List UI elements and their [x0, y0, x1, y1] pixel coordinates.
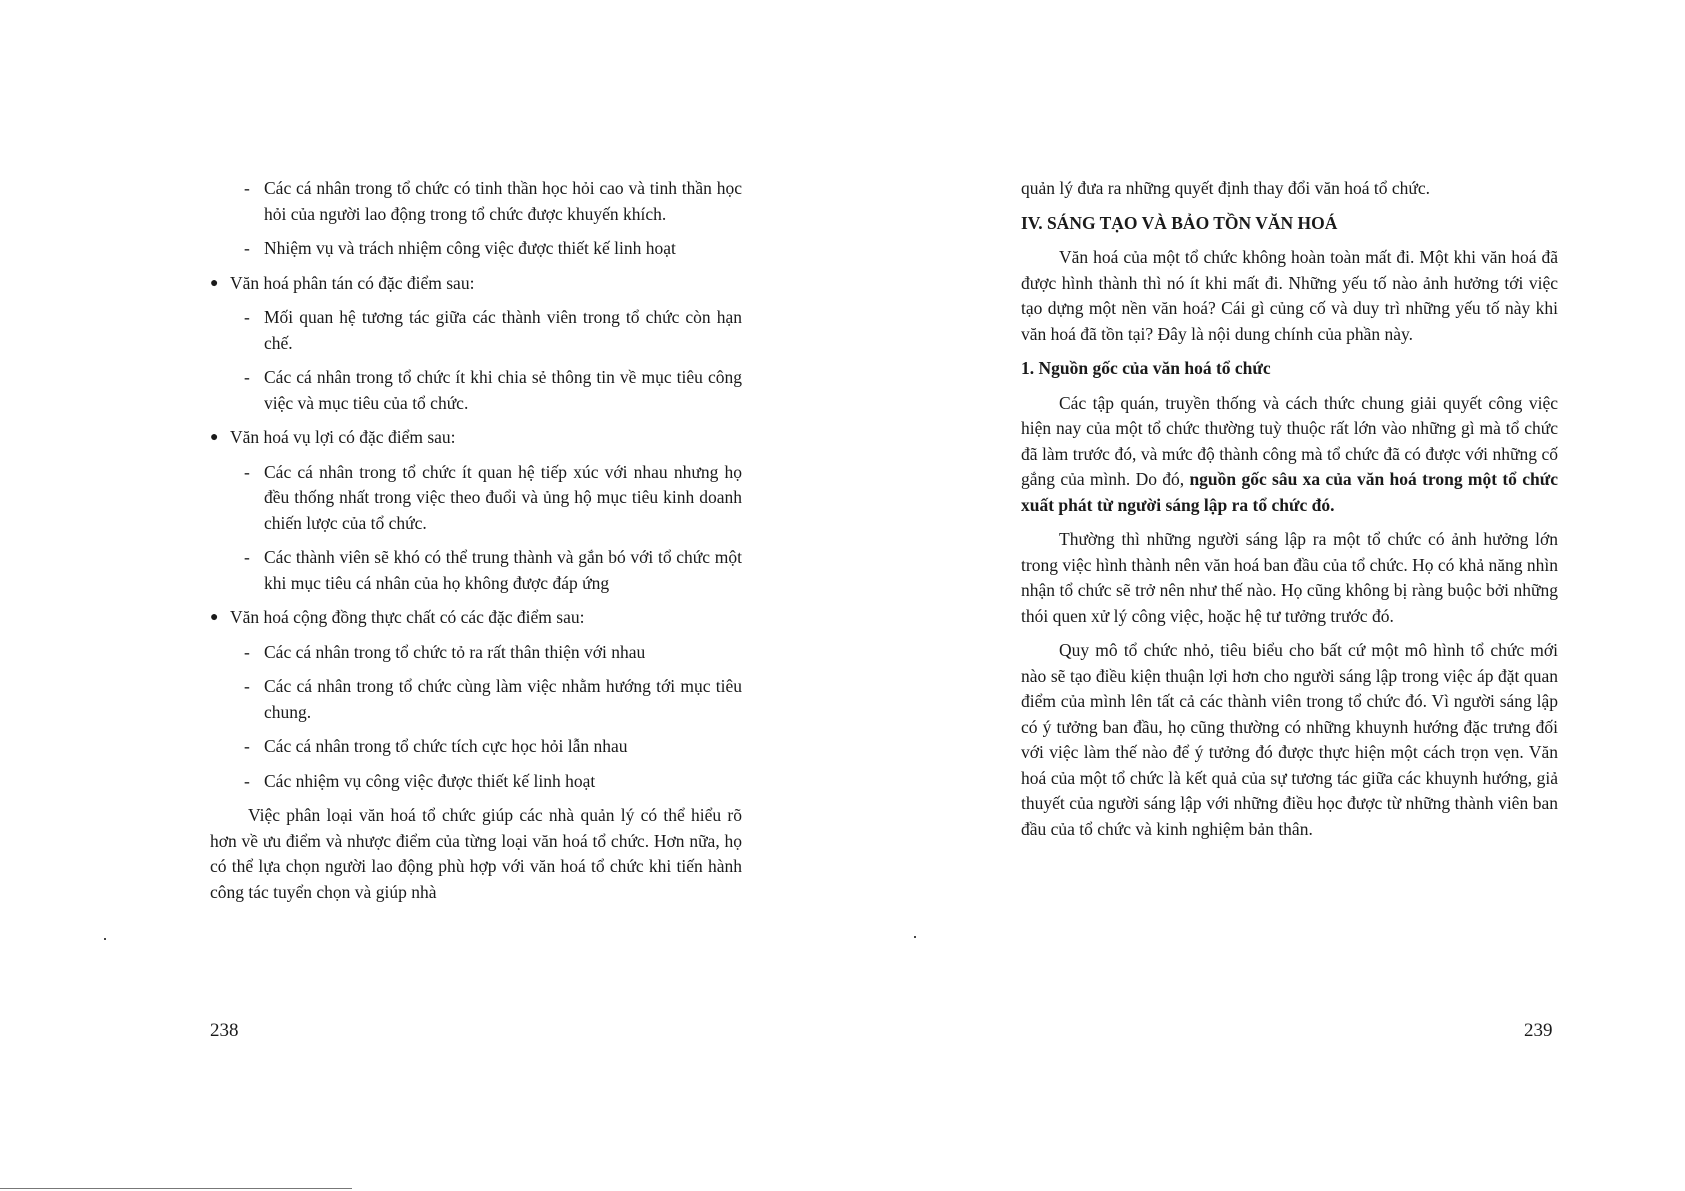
list-item: [210, 769, 742, 795]
dash-marker: -: [244, 547, 250, 567]
scan-speck: [104, 938, 106, 940]
emphasized-text: nguồn gốc sâu xa của văn hoá trong một tổ chức xuất phát từ người sáng lập ra tổ chức đó.: [1021, 469, 1558, 515]
section-heading: IV. SÁNG TẠO VÀ BẢO TỒN VĂN HOÁ: [1021, 212, 1338, 233]
bullet-item: [210, 271, 742, 297]
dash-marker: -: [244, 461, 250, 482]
dash-marker: -: [244, 736, 250, 756]
bullet-icon: ●: [210, 275, 219, 291]
bullet-icon: ●: [210, 610, 219, 625]
dash-marker: -: [244, 770, 250, 791]
list-item: [210, 236, 742, 262]
list-item-text: Các cá nhân trong tổ chức ít khi chia sẻ thông tin về mục tiêu công việc và mục tiêu của tổ chức.: [264, 367, 742, 413]
list-item: [210, 176, 742, 227]
list-item-text: Các cá nhân trong tổ chức cùng làm việc nhằm hướng tới mục tiêu chung.: [264, 676, 742, 722]
body-paragraph: Việc phân loại văn hoá tổ chức giúp các nhà quản lý có thể hiểu rõ hơn về ưu điểm và nhược điểm của từng loại văn hoá tổ chức. Hơn nữa, họ có thể lựa chọn người lao động phù hợp với văn hoá tổ chức khi tiến hành công tác tuyển chọn và giúp nhà: [210, 805, 742, 902]
body-paragraph: Quy mô tổ chức nhỏ, tiêu biểu cho bất cứ một mô hình tổ chức mới nào sẽ tạo điều kiện thuận lợi hơn cho người sáng lập trong việc áp đặt quan điểm của mình lên tất cả các thành viên trong tổ chức đó. Vì người sáng lập có ý tưởng ban đầu, họ cũng thường có những khuynh hướng đặc trưng đối với việc làm thế nào để ý tưởng đó được thực hiện một cách trọn vẹn. Văn hoá của một tổ chức là kết quả của sự tương tác giữa các khuynh hướng, giả thuyết của người sáng lập với những điều học được từ những thành viên ban đầu của tổ chức và kinh nghiệm bản thân.: [1021, 640, 1558, 839]
right-page: [1021, 176, 1558, 851]
continuation-paragraph: quản lý đưa ra những quyết định thay đổi văn hoá tổ chức.: [1021, 178, 1430, 198]
list-item: [210, 640, 742, 666]
page-number: 238: [210, 1020, 239, 1041]
list-item: [210, 365, 742, 416]
dash-marker: -: [244, 238, 250, 258]
list-item: [210, 674, 742, 725]
list-item: [210, 734, 742, 760]
subsection-heading: 1. Nguồn gốc của văn hoá tổ chức: [1021, 358, 1271, 378]
scan-speck: [914, 936, 916, 938]
list-item-text: Mối quan hệ tương tác giữa các thành viên trong tổ chức còn hạn chế.: [264, 307, 742, 353]
body-paragraph: Văn hoá của một tổ chức không hoàn toàn mất đi. Một khi văn hoá đã được hình thành thì nó ít khi mất đi. Những yếu tố nào ảnh hưởng tới việc tạo dựng một nền văn hoá? Cái gì củng cố và duy trì những yếu tố này khi văn hoá đã tồn tại? Đây là nội dung chính của phần này.: [1021, 247, 1558, 344]
list-item: [210, 460, 742, 537]
bullet-item-text: Văn hoá phân tán có đặc điểm sau:: [230, 272, 475, 293]
paragraph-text: Các tập quán, truyền thống và cách thức chung giải quyết công việc hiện nay của một tổ chức thường tuỳ thuộc rất lớn vào những gì mà tổ chức đã làm trước đó, và mức độ thành công mà tổ chức đã có được với những cố gắng của mình. Do đó,: [1021, 392, 1558, 489]
body-paragraph: [1021, 391, 1558, 519]
list-item-text: Các cá nhân trong tổ chức có tinh thần học hỏi cao và tinh thần học hỏi của người lao động trong tổ chức được khuyến khích.: [264, 178, 742, 224]
bullet-item-text: Văn hoá cộng đồng thực chất có các đặc điểm sau:: [230, 607, 585, 627]
list-item-text: Các cá nhân trong tổ chức tích cực học hỏi lẫn nhau: [264, 736, 628, 756]
dash-marker: -: [244, 676, 250, 696]
dash-marker: -: [244, 307, 250, 327]
bullet-item: [210, 425, 742, 451]
body-paragraph: Thường thì những người sáng lập ra một tổ chức có ảnh hưởng lớn trong việc hình thành nên văn hoá ban đầu của tổ chức. Họ có khả năng nhìn nhận tổ chức sẽ trở nên như thế nào. Họ cũng không bị ràng buộc bởi những thói quen xử lý công việc, hoặc hệ tư tưởng trước đó.: [1021, 529, 1558, 626]
dash-marker: -: [244, 367, 250, 387]
left-page: [210, 176, 742, 914]
list-item-text: Nhiệm vụ và trách nhiệm công việc được thiết kế linh hoạt: [264, 238, 676, 258]
dash-marker: -: [244, 641, 250, 662]
bullet-item-text: Văn hoá vụ lợi có đặc điểm sau:: [230, 427, 456, 447]
list-item: [210, 305, 742, 356]
bullet-item: [210, 605, 742, 631]
list-item-text: Các nhiệm vụ công việc được thiết kế linh hoạt: [264, 770, 596, 791]
list-item: [210, 545, 742, 596]
dash-marker: -: [244, 178, 250, 198]
list-item-text: Các thành viên sẽ khó có thể trung thành và gắn bó với tổ chức một khi mục tiêu cá nhân của họ không được đáp ứng: [264, 547, 742, 593]
scan-edge-line: [0, 1188, 352, 1189]
list-item-text: Các cá nhân trong tổ chức ít quan hệ tiếp xúc với nhau nhưng họ đều thống nhất trong việc theo đuổi và ủng hộ mục tiêu kinh doanh chiến lược của tổ chức.: [264, 461, 742, 533]
bullet-icon: ●: [210, 430, 219, 445]
list-item-text: Các cá nhân trong tổ chức tỏ ra rất thân thiện với nhau: [264, 641, 646, 662]
page-number: 239: [1524, 1020, 1553, 1041]
